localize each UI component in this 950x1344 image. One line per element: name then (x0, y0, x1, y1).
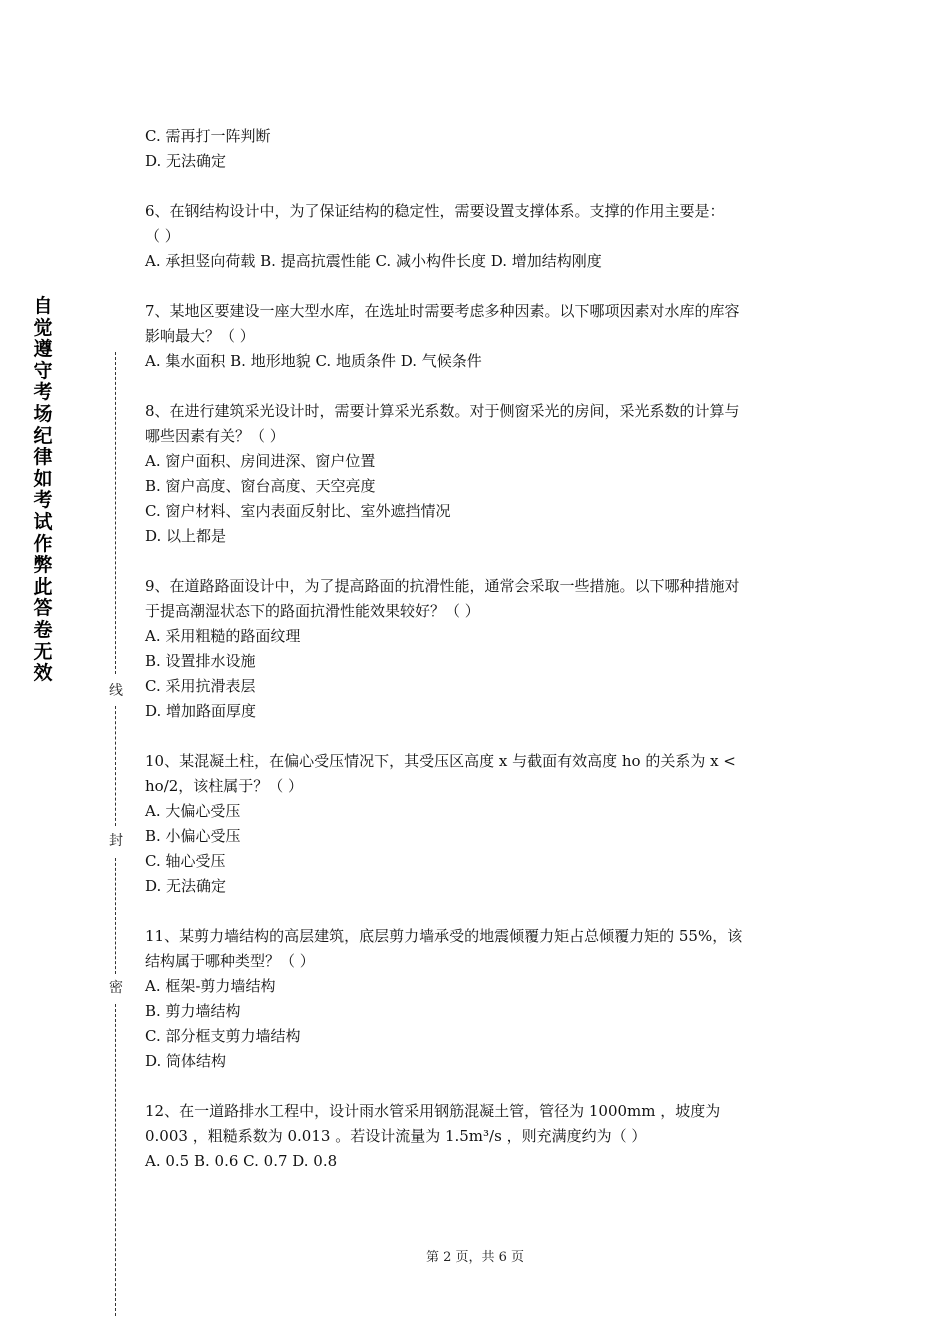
binding-line-segment (115, 858, 116, 974)
option-line: C. 轴心受压 (145, 852, 226, 870)
option-line: D. 无法确定 (145, 152, 227, 170)
option-line: A. 窗户面积、房间进深、窗户位置 (145, 452, 376, 470)
option-line: D. 筒体结构 (145, 1052, 227, 1070)
question-stem-line: 6、在钢结构设计中，为了保证结构的稳定性，需要设置支撑体系。支撑的作用主要是： (145, 202, 725, 220)
option-line: A. 0.5 B. 0.6 C. 0.7 D. 0.8 (145, 1152, 338, 1170)
question-stem-line: 0.003 ，粗糙系数为 0.013 。若设计流量为 1.5m³/s ，则充满度约为（ ） (145, 1127, 647, 1145)
question-6 (145, 199, 809, 274)
option-line: A. 框架-剪力墙结构 (145, 977, 276, 995)
option-line: D. 增加路面厚度 (145, 702, 257, 720)
question-12 (145, 1099, 809, 1174)
option-line: B. 剪力墙结构 (145, 1002, 241, 1020)
option-line: C. 需再打一阵判断 (145, 127, 271, 145)
page-number: 第 2 页，共 6 页 (425, 1250, 525, 1265)
question-8 (145, 399, 809, 549)
binding-word-feng: 封 (106, 830, 126, 850)
question-9 (145, 574, 809, 724)
option-line: C. 采用抗滑表层 (145, 677, 256, 695)
option-line: B. 窗户高度、窗台高度、天空亮度 (145, 477, 376, 495)
question-stem-line: （ ） (145, 227, 180, 245)
binding-line-segment (115, 706, 116, 826)
question-stem-line: 9、在道路路面设计中，为了提高路面的抗滑性能，通常会采取一些措施。以下哪种措施对 (145, 577, 740, 595)
question-stem-line: 结构属于哪种类型？（ ） (145, 952, 315, 970)
option-line: D. 以上都是 (145, 527, 227, 545)
question-stem-line: 哪些因素有关？（ ） (145, 427, 285, 445)
binding-line-segment (115, 1004, 116, 1316)
option-line: C. 部分框支剪力墙结构 (145, 1027, 301, 1045)
question-stem-line: 10、某混凝土柱，在偏心受压情况下，其受压区高度 x 与截面有效高度 ho 的关系为 x < (145, 752, 736, 770)
option-line: B. 小偏心受压 (145, 827, 241, 845)
question-stem-line: ho/2，该柱属于？（ ） (145, 777, 304, 795)
binding-word-xian: 线 (106, 680, 126, 700)
question-content (145, 124, 809, 1174)
question-10 (145, 749, 809, 899)
question-11 (145, 924, 809, 1074)
question-stem-line: 影响最大？（ ） (145, 327, 255, 345)
question-stem-line: 11、某剪力墙结构的高层建筑，底层剪力墙承受的地震倾覆力矩占总倾覆力矩的 55%，该 (145, 927, 743, 945)
question-7 (145, 299, 809, 374)
option-line: A. 集水面积 B. 地形地貌 C. 地质条件 D. 气候条件 (145, 352, 482, 370)
question-stem-line: 于提高潮湿状态下的路面抗滑性能效果较好？（ ） (145, 602, 480, 620)
option-line: A. 大偏心受压 (145, 802, 241, 820)
binding-line-segment (115, 352, 116, 674)
option-line: B. 设置排水设施 (145, 652, 256, 670)
binding-word-mi: 密 (106, 977, 126, 997)
option-line: D. 无法确定 (145, 877, 227, 895)
exam-discipline-note: 自觉遵守考场纪律如考试作弊此答卷无效 (33, 295, 53, 685)
option-line: A. 采用粗糙的路面纹理 (145, 627, 301, 645)
question-stem-line: 8、在进行建筑采光设计时，需要计算采光系数。对于侧窗采光的房间，采光系数的计算与 (145, 402, 740, 420)
option-line: A. 承担竖向荷载 B. 提高抗震性能 C. 减小构件长度 D. 增加结构刚度 (145, 252, 602, 270)
question-stem-line: 7、某地区要建设一座大型水库，在选址时需要考虑多种因素。以下哪项因素对水库的库容 (145, 302, 740, 320)
option-line: C. 窗户材料、室内表面反射比、室外遮挡情况 (145, 502, 451, 520)
question-stem-line: 12、在一道路排水工程中，设计雨水管采用钢筋混凝土管，管径为 1000mm ，坡度为 (145, 1102, 721, 1120)
